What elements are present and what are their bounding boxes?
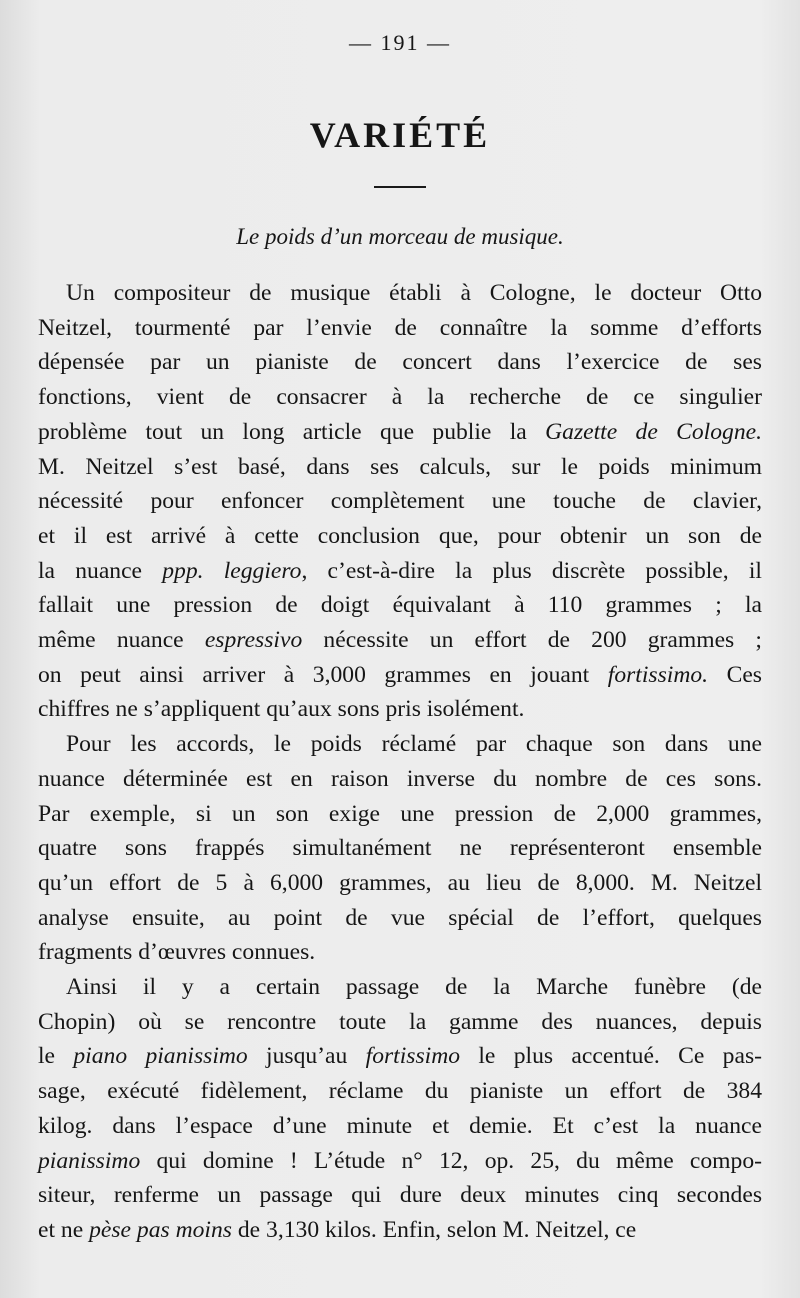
- text-run: analyse ensuite, au point de vue spécial de l’effort, quelques: [38, 904, 762, 931]
- text-run: nécessite un effort de 200 grammes ;: [302, 627, 762, 654]
- text-line: [38, 727, 762, 762]
- text-run: problème tout un long article que publie la: [38, 418, 546, 445]
- paragraph: [38, 276, 762, 727]
- text-line: [38, 970, 762, 1005]
- text-line: [38, 276, 762, 311]
- text-run: Pour les accords, le poids réclamé par chaque son dans une: [66, 731, 762, 758]
- text-line: [38, 623, 762, 658]
- text-line: [38, 935, 762, 970]
- text-run: dépensée par un pianiste de concert dans l’exercice de ses: [38, 349, 762, 376]
- article-subtitle: Le poids d’un morceau de musique.: [236, 224, 564, 249]
- text-line: [38, 450, 762, 485]
- text-run: de 3,130 kilos. Enfin, selon M. Neitzel, ce: [231, 1216, 637, 1243]
- text-run: kilog. dans l’espace d’une minute et demie. Et c’est la nuance: [38, 1112, 762, 1139]
- text-line: [38, 762, 762, 797]
- text-run: , c’est-à-dire la plus discrète possible, il: [301, 557, 762, 584]
- italic-text: Gazette de Cologne.: [545, 418, 762, 445]
- italic-text: pèse pas moins: [89, 1216, 232, 1243]
- text-run: nécessité pour enfoncer complètement une touche de clavier,: [38, 488, 762, 515]
- italic-text: ppp. leggiero: [162, 557, 302, 584]
- text-run: même nuance: [38, 627, 205, 654]
- text-run: chiffres ne s’appliquent qu’aux sons pris isolément.: [38, 696, 525, 723]
- text-line: [38, 658, 762, 693]
- italic-text: fortissimo: [365, 1043, 461, 1070]
- text-run: jusqu’au: [247, 1043, 366, 1070]
- text-line: [38, 797, 762, 832]
- italic-text: fortissimo.: [607, 661, 709, 688]
- page-title: VARIÉTÉ: [309, 115, 491, 155]
- text-run: M. Neitzel s’est basé, dans ses calculs, sur le poids minimum: [38, 453, 762, 480]
- text-run: et ne: [38, 1216, 90, 1243]
- text-run: Chopin) où se rencontre toute la gamme des nuances, depuis: [38, 1008, 762, 1035]
- title-divider: [374, 186, 426, 188]
- text-line: [38, 311, 762, 346]
- text-run: Neitzel, tourmenté par l’envie de connaître la somme d’efforts: [38, 314, 762, 341]
- text-line: [38, 831, 762, 866]
- text-line: [38, 1144, 762, 1179]
- text-line: [38, 1039, 762, 1074]
- text-line: [38, 1005, 762, 1040]
- text-line: [38, 1074, 762, 1109]
- paragraph: [38, 727, 762, 970]
- text-run: quatre sons frappés simultanément ne représenteront ensemble: [38, 835, 762, 862]
- text-run: le: [38, 1043, 74, 1070]
- text-run: Par exemple, si un son exige une pression de 2,000 grammes,: [38, 800, 762, 827]
- page-number: — 191 —: [349, 30, 451, 55]
- text-run: fonctions, vient de consacrer à la recherche de ce singulier: [38, 384, 762, 411]
- italic-text: piano pianissimo: [73, 1043, 248, 1070]
- text-line: [38, 866, 762, 901]
- text-run: nuance déterminée est en raison inverse du nombre de ces sons.: [38, 765, 762, 792]
- italic-text: pianissimo: [38, 1147, 141, 1174]
- text-line: [38, 415, 762, 450]
- text-run: Ainsi il y a certain passage de la Marche funèbre (de: [66, 974, 762, 1001]
- italic-text: espressivo: [204, 627, 303, 654]
- text-line: [38, 484, 762, 519]
- text-run: fragments d’œuvres connues.: [38, 939, 316, 966]
- text-run: Ces: [708, 661, 762, 688]
- text-run: qui domine ! L’étude n° 12, op. 25, du même compo-: [140, 1147, 762, 1174]
- text-line: [38, 1109, 762, 1144]
- text-run: et il est arrivé à cette conclusion que, pour obtenir un son de: [38, 522, 762, 549]
- text-run: on peut ainsi arriver à 3,000 grammes en jouant: [38, 661, 608, 688]
- text-line: [38, 1213, 762, 1248]
- text-run: siteur, renferme un passage qui dure deux minutes cinq secondes: [38, 1182, 762, 1209]
- text-run: sage, exécuté fidèlement, réclame du pianiste un effort de 384: [38, 1078, 762, 1105]
- text-run: fallait une pression de doigt équivalant à 110 grammes ; la: [38, 592, 762, 619]
- text-line: [38, 345, 762, 380]
- article-body: [38, 276, 762, 1248]
- text-line: [38, 519, 762, 554]
- text-line: [38, 588, 762, 623]
- text-run: qu’un effort de 5 à 6,000 grammes, au lieu de 8,000. M. Neitzel: [38, 869, 762, 896]
- text-run: le plus accentué. Ce pas-: [460, 1043, 762, 1070]
- text-line: [38, 380, 762, 415]
- text-line: [38, 1178, 762, 1213]
- text-run: la nuance: [38, 557, 163, 584]
- text-line: [38, 554, 762, 589]
- text-line: [38, 692, 762, 727]
- text-line: [38, 901, 762, 936]
- text-run: Un compositeur de musique établi à Cologne, le docteur Otto: [66, 280, 762, 306]
- paragraph: [38, 970, 762, 1248]
